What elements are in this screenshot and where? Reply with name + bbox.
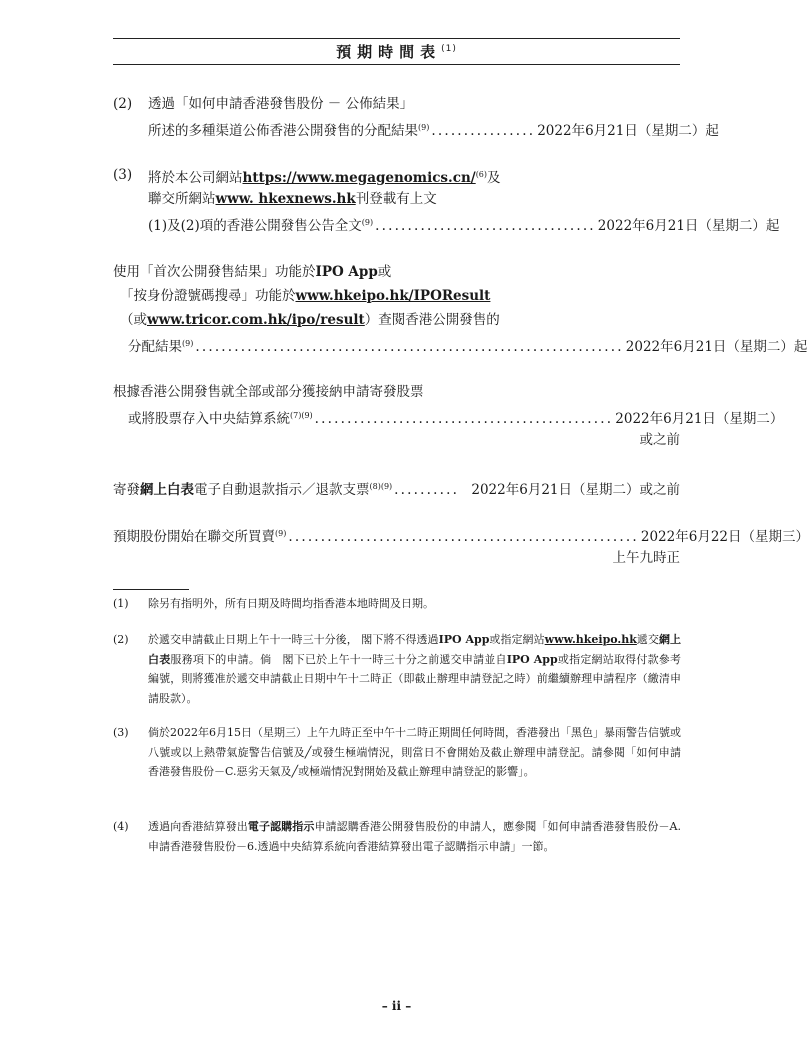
item-2-line2: 所述的多種渠道公佈香港公開發售的分配結果$^{(9)}$ ................ 2022年6月21日（星期二）起 [148,123,719,139]
item-3-line2: 聯交所網站www. hkexnews.hk刊登載有上文 [148,191,437,207]
page-number: – ii – [381,999,412,1013]
item-4-line2: 「按身份證號碼搜尋」功能於www.hkeipo.hk/IPOResult [120,288,491,304]
footnote-separator [113,589,189,590]
header-bottom-rule [113,64,680,65]
item-7-line2: 上午九時正 [612,550,680,566]
footnote-4-number: (4) [113,820,129,833]
item-3-line1: 將於本公司網站https://www.megagenomics.cn/$^{(6)}$及 [148,170,501,186]
footnote-2-number: (2) [113,633,129,646]
item-3-number: (3) [113,167,133,183]
footnote-4-text: 透過向香港結算發出電子認購指示申請認購香港公開發售股份的申請人，應參閱「如何申請香港發售股份－A.申請香港發售股份－6.透過中央結算系統向香港結算發出電子認購指示申請」一節。 [148,820,681,853]
item-2-line1: 透過「如何申請香港發售股份 － 公佈結果」 [148,96,414,112]
item-7-line1: 預期股份開始在聯交所買賣$^{(9)}$ ...................................................... 2022年6月22日（星期三） [113,529,809,545]
footnote-3-number: (3) [113,726,129,739]
item-7-date: 2022年6月22日（星期三） [640,529,809,545]
hkexnews-link[interactable]: www. hkexnews.hk [215,191,356,207]
footnote-1-text: 除另有指明外，所有日期及時間均指香港本地時間及日期。 [148,597,434,610]
item-3-line3: (1)及(2)項的香港公開發售公告全文$^{(9)}$ .................................. 2022年6月21日（星期二）起 [148,218,780,234]
tricor-link[interactable]: www.tricor.com.hk/ipo/result [147,312,365,328]
footnote-2-text: 於遞交申請截止日期上午十一時三十分後， 閣下將不得透過IPO App或指定網站www.hkeipo.hk遞交網上白表服務項下的申請。倘 閣下已於上午十一時三十分之前遞交申請並自IPO App或指定網站取得付款參考編號，則將獲准於遞交申請截止日期中午十二時正（即截止辦理申請登記之時）前繼續辦理申請程序（繳清申請股款）。 [148,633,682,705]
item-4-line4: 分配結果$^{(9)}$ .................................................................. 2022年6月21日（星期二）起 [128,339,808,355]
item-3-date: 2022年6月21日（星期二）起 [597,218,780,234]
hkeipo-result-link[interactable]: www.hkeipo.hk/IPOResult [295,288,491,304]
item-4-date: 2022年6月21日（星期二）起 [625,339,808,355]
footnote-1-number: (1) [113,597,129,610]
item-2-date: 2022年6月21日（星期二）起 [537,123,719,139]
page-title: 預期時間表$^{(1)}$ [336,43,457,61]
item-6-date: 2022年6月21日（星期二）或之前 [471,482,680,498]
footnote-3-text: 倘於2022年6月15日（星期三）上午九時正至中午十二時正期間任何時間，香港發出「黑色」暴雨警告信號或八號或以上熱帶氣旋警告信號及╱或發生極端情況，則當日不會開始及截止辦理申請登記。請參閱「如何申請香港發售股份－C.惡劣天氣及╱或極端情況對開始及截止辦理申請登記的影響」。 [148,726,681,778]
item-4-line3: （或www.tricor.com.hk/ipo/result）查閱香港公開發售的 [120,312,500,328]
item-4-line1: 使用「首次公開發售結果」功能於IPO App或 [113,264,392,280]
item-2-number: (2) [113,96,133,112]
item-5-line1: 根據香港公開發售就全部或部分獲接納申請寄發股票 [113,384,424,400]
item-5-date: 2022年6月21日（星期二） [615,411,784,427]
item-6-line1: 寄發網上白表電子自動退款指示／退款支票$^{(8)(9)}$ .......... 2022年6月21日（星期二）或之前 [113,482,680,498]
hkeipo-link[interactable]: www.hkeipo.hk [544,633,637,646]
megagenomics-link[interactable]: https://www.megagenomics.cn/ [242,170,476,186]
header-top-rule [113,38,680,39]
item-5-line3: 或之前 [639,432,680,448]
item-5-line2: 或將股票存入中央結算系統$^{(7)(9)}$ .............................................. 2022年6月21日（星期二） [128,411,784,427]
